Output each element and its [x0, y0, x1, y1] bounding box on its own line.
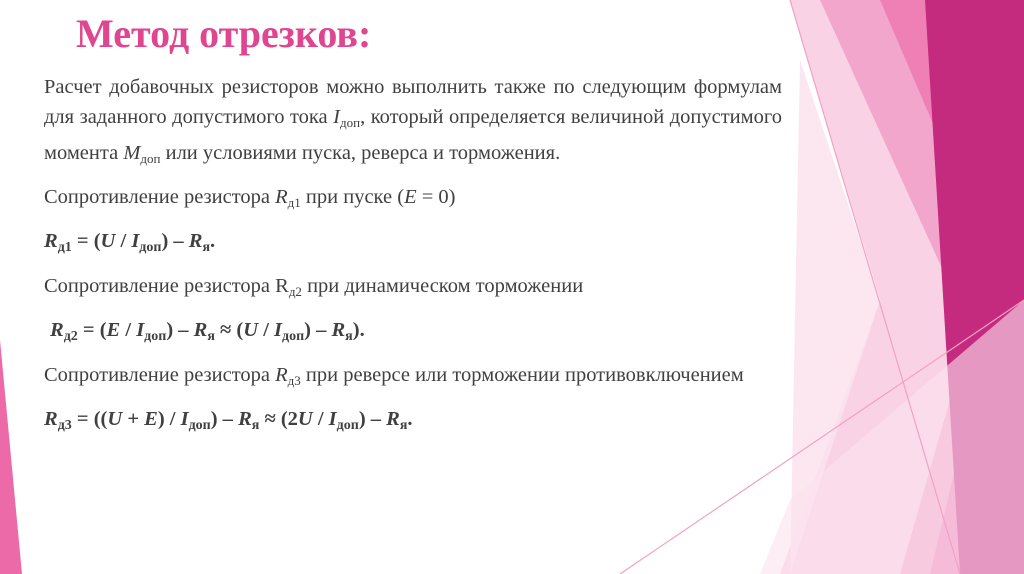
f3-u2: U — [297, 408, 313, 430]
f3-i1-sub: доп — [188, 418, 211, 433]
f1-end: . — [210, 230, 216, 252]
f2-slash1: / — [120, 319, 137, 341]
f3-ry1: R — [238, 408, 252, 430]
f1-ry-sub: я — [202, 240, 211, 255]
s3-sub: д3 — [287, 373, 301, 388]
f3-ry2-sub: я — [399, 418, 408, 433]
slide-title: Метод отрезков: — [76, 11, 372, 56]
moment-symbol: M — [123, 142, 141, 164]
f1-u: U — [100, 230, 116, 252]
f2-e: E — [106, 319, 121, 341]
f1-minus: ) – — [161, 230, 189, 252]
f3-minus1: ) – — [210, 408, 239, 430]
f2-ry2-sub: я — [345, 329, 353, 344]
resistor-subscript: д1 — [287, 195, 301, 210]
intro-text-end: или условиями пуска, реверса и торможения. — [160, 142, 561, 164]
s2-sub: д2 — [288, 284, 302, 299]
s3-text: Сопротивление резистора — [44, 364, 276, 386]
f1-i: I — [131, 230, 140, 252]
formula-dynamic-braking — [44, 315, 782, 352]
f3-close: ) / — [157, 408, 181, 430]
statement-dynamic-braking — [44, 271, 782, 307]
f3-plus: + — [122, 408, 145, 430]
f3-r-sub: д3 — [57, 418, 72, 433]
f3-approx: ≈ (2 — [259, 408, 298, 430]
f2-i2-sub: доп — [282, 329, 305, 344]
f3-i2-sub: доп — [336, 418, 359, 433]
intro-text: Расчет добавочных резисторов можно выполнить также по следующим формулам для заданного допустимого тока — [44, 76, 782, 128]
current-subscript: доп — [339, 115, 361, 130]
f3-e: E — [144, 408, 158, 430]
f3-r: R — [44, 408, 58, 430]
s3-sym: R — [275, 364, 288, 386]
f2-minus1: ) – — [166, 319, 194, 341]
f1-ry: R — [188, 230, 203, 252]
f1-eq: = ( — [71, 230, 101, 252]
moment-subscript: доп — [140, 151, 161, 166]
left-pink-sliver — [0, 340, 22, 574]
f3-slash2: / — [312, 408, 329, 430]
f2-ry1-sub: я — [207, 329, 215, 344]
f3-eq: = (( — [71, 408, 108, 430]
intro-text-mid: , который определяется величиной допустимого момента — [44, 106, 782, 164]
statement-start-after: при пуске ( — [300, 186, 405, 208]
statement-start-eq: = 0) — [416, 186, 456, 208]
s3-after: при реверсе или торможении противовключением — [300, 364, 744, 386]
f3-ry1-sub: я — [251, 418, 260, 433]
f3-minus2: ) – — [358, 408, 387, 430]
emf-symbol: E — [404, 186, 417, 208]
f3-end: . — [407, 408, 413, 430]
f2-r: R — [50, 319, 64, 341]
statement-start-text: Сопротивление резистора — [44, 186, 276, 208]
intro-paragraph — [44, 72, 782, 174]
f2-r-sub: д2 — [63, 329, 78, 344]
f2-eq: = ( — [77, 319, 107, 341]
current-symbol: I — [333, 106, 340, 128]
formula-start — [44, 226, 782, 263]
slide-body — [44, 72, 782, 449]
f3-i1: I — [180, 408, 189, 430]
f3-ry2: R — [386, 408, 400, 430]
f2-approx: ≈ ( — [214, 319, 244, 341]
f2-i2: I — [274, 319, 282, 341]
s2-after: при динамическом торможении — [301, 275, 584, 297]
f3-u: U — [107, 408, 123, 430]
f1-slash: / — [115, 230, 132, 252]
f1-r-sub: д1 — [57, 240, 72, 255]
f2-i1: I — [136, 319, 145, 341]
s2-text: Сопротивление резистора R — [44, 275, 289, 297]
resistor-symbol: R — [275, 186, 288, 208]
statement-reverse — [44, 360, 782, 396]
formula-reverse — [44, 404, 782, 441]
f2-end: ). — [352, 319, 365, 341]
statement-start — [44, 182, 782, 218]
f2-i1-sub: доп — [144, 329, 167, 344]
f2-slash2: / — [258, 319, 275, 341]
f3-i2: I — [328, 408, 337, 430]
f1-i-sub: доп — [139, 240, 162, 255]
f2-ry2: R — [331, 319, 346, 341]
f1-r: R — [44, 230, 58, 252]
f2-ry1: R — [193, 319, 208, 341]
f2-minus2: ) – — [304, 319, 332, 341]
f2-u: U — [243, 319, 259, 341]
